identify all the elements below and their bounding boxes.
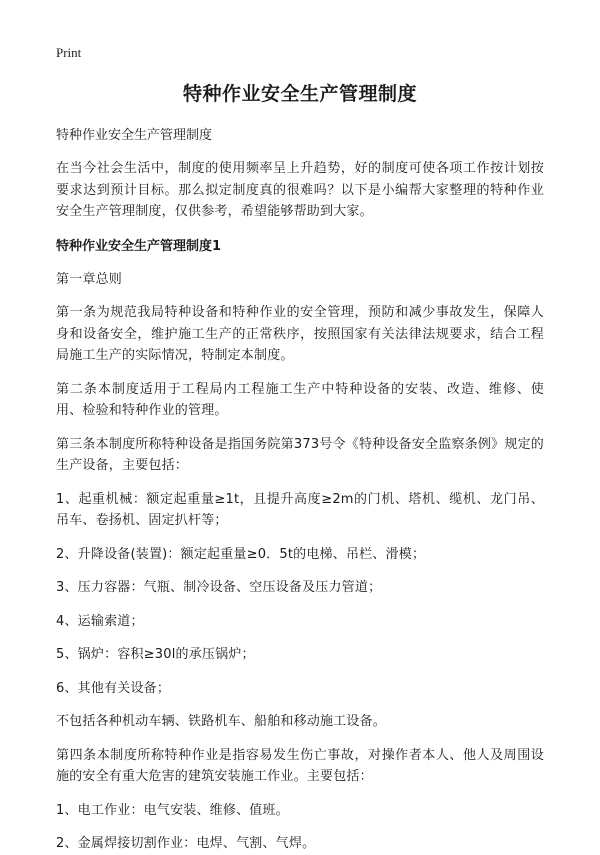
content-paragraph: 第一条为规范我局特种设备和特种作业的安全管理，预防和减少事故发生，保障人身和设备安全，维护施工生产的正常秩序，按照国家有关法律法规要求，结合工程局施工生产的实际情况，特制定本制度。: [56, 305, 544, 363]
content-paragraphs: [56, 302, 544, 855]
content-paragraph: 第四条本制度所称特种作业是指容易发生伤亡事故，对操作者本人、他人及周围设施的安全有重大危害的建筑安装施工作业。主要包括：: [56, 747, 544, 784]
content-paragraph: 1、起重机械：额定起重量≥1t，且提升高度≥2m的门机、塔机、缆机、龙门吊、吊车、卷扬机、固定扒杆等；: [56, 491, 544, 528]
document-subtitle: 特种作业安全生产管理制度: [56, 128, 213, 143]
content-paragraph: 不包括各种机动车辆、铁路机车、船舶和移动施工设备。: [56, 714, 387, 729]
content-paragraph: 6、其他有关设备；: [56, 680, 171, 696]
content-paragraph: 5、锅炉：容积≥30l的承压锅炉；: [56, 647, 255, 662]
content-paragraph: 3、压力容器：气瓶、制冷设备、空压设备及压力管道；: [56, 580, 382, 595]
chapter-heading: 第一章总则: [56, 271, 123, 287]
document-title: 特种作业安全生产管理制度: [182, 83, 417, 105]
section-heading: 特种作业安全生产管理制度1: [56, 238, 222, 254]
intro-paragraph: 在当今社会生活中，制度的使用频率呈上升趋势，好的制度可使各项工作按计划按要求达到预计目标。那么拟定制度真的很难吗？以下是小编帮大家整理的特种作业安全生产管理制度，仅供参考，希望能够帮助到大家。: [56, 161, 544, 219]
content-paragraph: 4、运输索道；: [56, 613, 144, 629]
content-paragraph: 1、电工作业：电气安装、维修、值班。: [56, 802, 289, 818]
content-paragraph: 第三条本制度所称特种设备是指国务院第373号令《特种设备安全监察条例》规定的生产设备，主要包括：: [56, 436, 544, 473]
content-paragraph: 第二条本制度适用于工程局内工程施工生产中特种设备的安装、改造、维修、使用、检验和特种作业的管理。: [56, 381, 544, 418]
content-paragraph: 2、升降设备(装置)：额定起重量≥0．5t的电梯、吊栏、滑模；: [56, 546, 426, 562]
content-paragraph: 2、金属焊接切割作业：电焊、气割、气焊。: [56, 836, 316, 851]
print-label: Print: [56, 45, 82, 60]
